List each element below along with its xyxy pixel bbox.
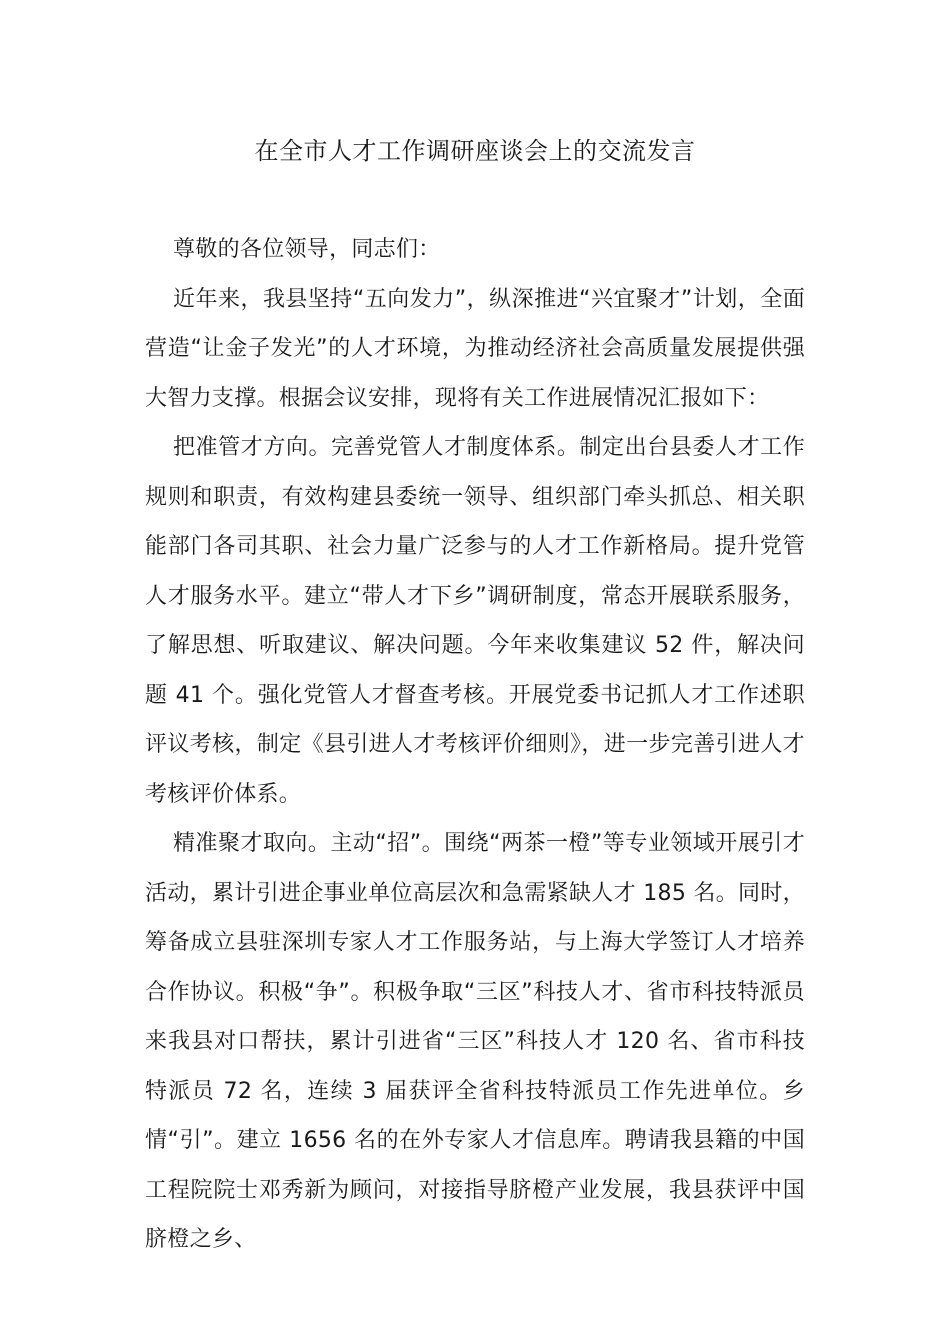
salutation: 尊敬的各位领导，同志们： <box>173 237 441 262</box>
document-body <box>145 225 805 1265</box>
document-title: 在全市人才工作调研座谈会上的交流发言 <box>254 137 696 165</box>
paragraph-talent-direction: 把准管才方向。完善党管人才制度体系。制定出台县委人才工作规则和职责，有效构建县委统一领导、组织部门牵头抓总、相关职能部门各司其职、社会力量广泛参与的人才工作新格局。提升党管人才服务水平。建立“带人才下乡”调研制度，常态开展联系服务，了解思想、听取建议、解决问题。今年来收集建议 52 件，解决问题 41 个。强化党管人才督查考核。开展党委书记抓人才工作述职评议考核，制定《县引进人才考核评价细则》，进一步完善引进人才考核评价体系。 <box>145 435 805 807</box>
paragraph-intro: 近年来，我县坚持“五向发力”，纵深推进“兴宜聚才”计划，全面营造“让金子发光”的人才环境，为推动经济社会高质量发展提供强大智力支撑。根据会议安排，现将有关工作进展情况汇报如下： <box>145 286 805 411</box>
paragraph-talent-recruitment: 精准聚才取向。主动“招”。围绕“两茶一橙”等专业领域开展引才活动，累计引进企事业单位高层次和急需紧缺人才 185 名。同时，筹备成立县驻深圳专家人才工作服务站，与上海大学签订人才培养合作协议。积极“争”。积极争取“三区”科技人才、省市科技特派员来我县对口帮扶，累计引进省“三区”科技人才 120 名、省市科技特派员 72 名，连续 3 届获评全省科技特派员工作先进单位。乡情“引”。建立 1656 名的在外专家人才信息库。聘请我县籍的中国工程院院士邓秀新为顾问，对接指导脐橙产业发展，我县获评中国脐橙之乡、 <box>145 831 805 1252</box>
